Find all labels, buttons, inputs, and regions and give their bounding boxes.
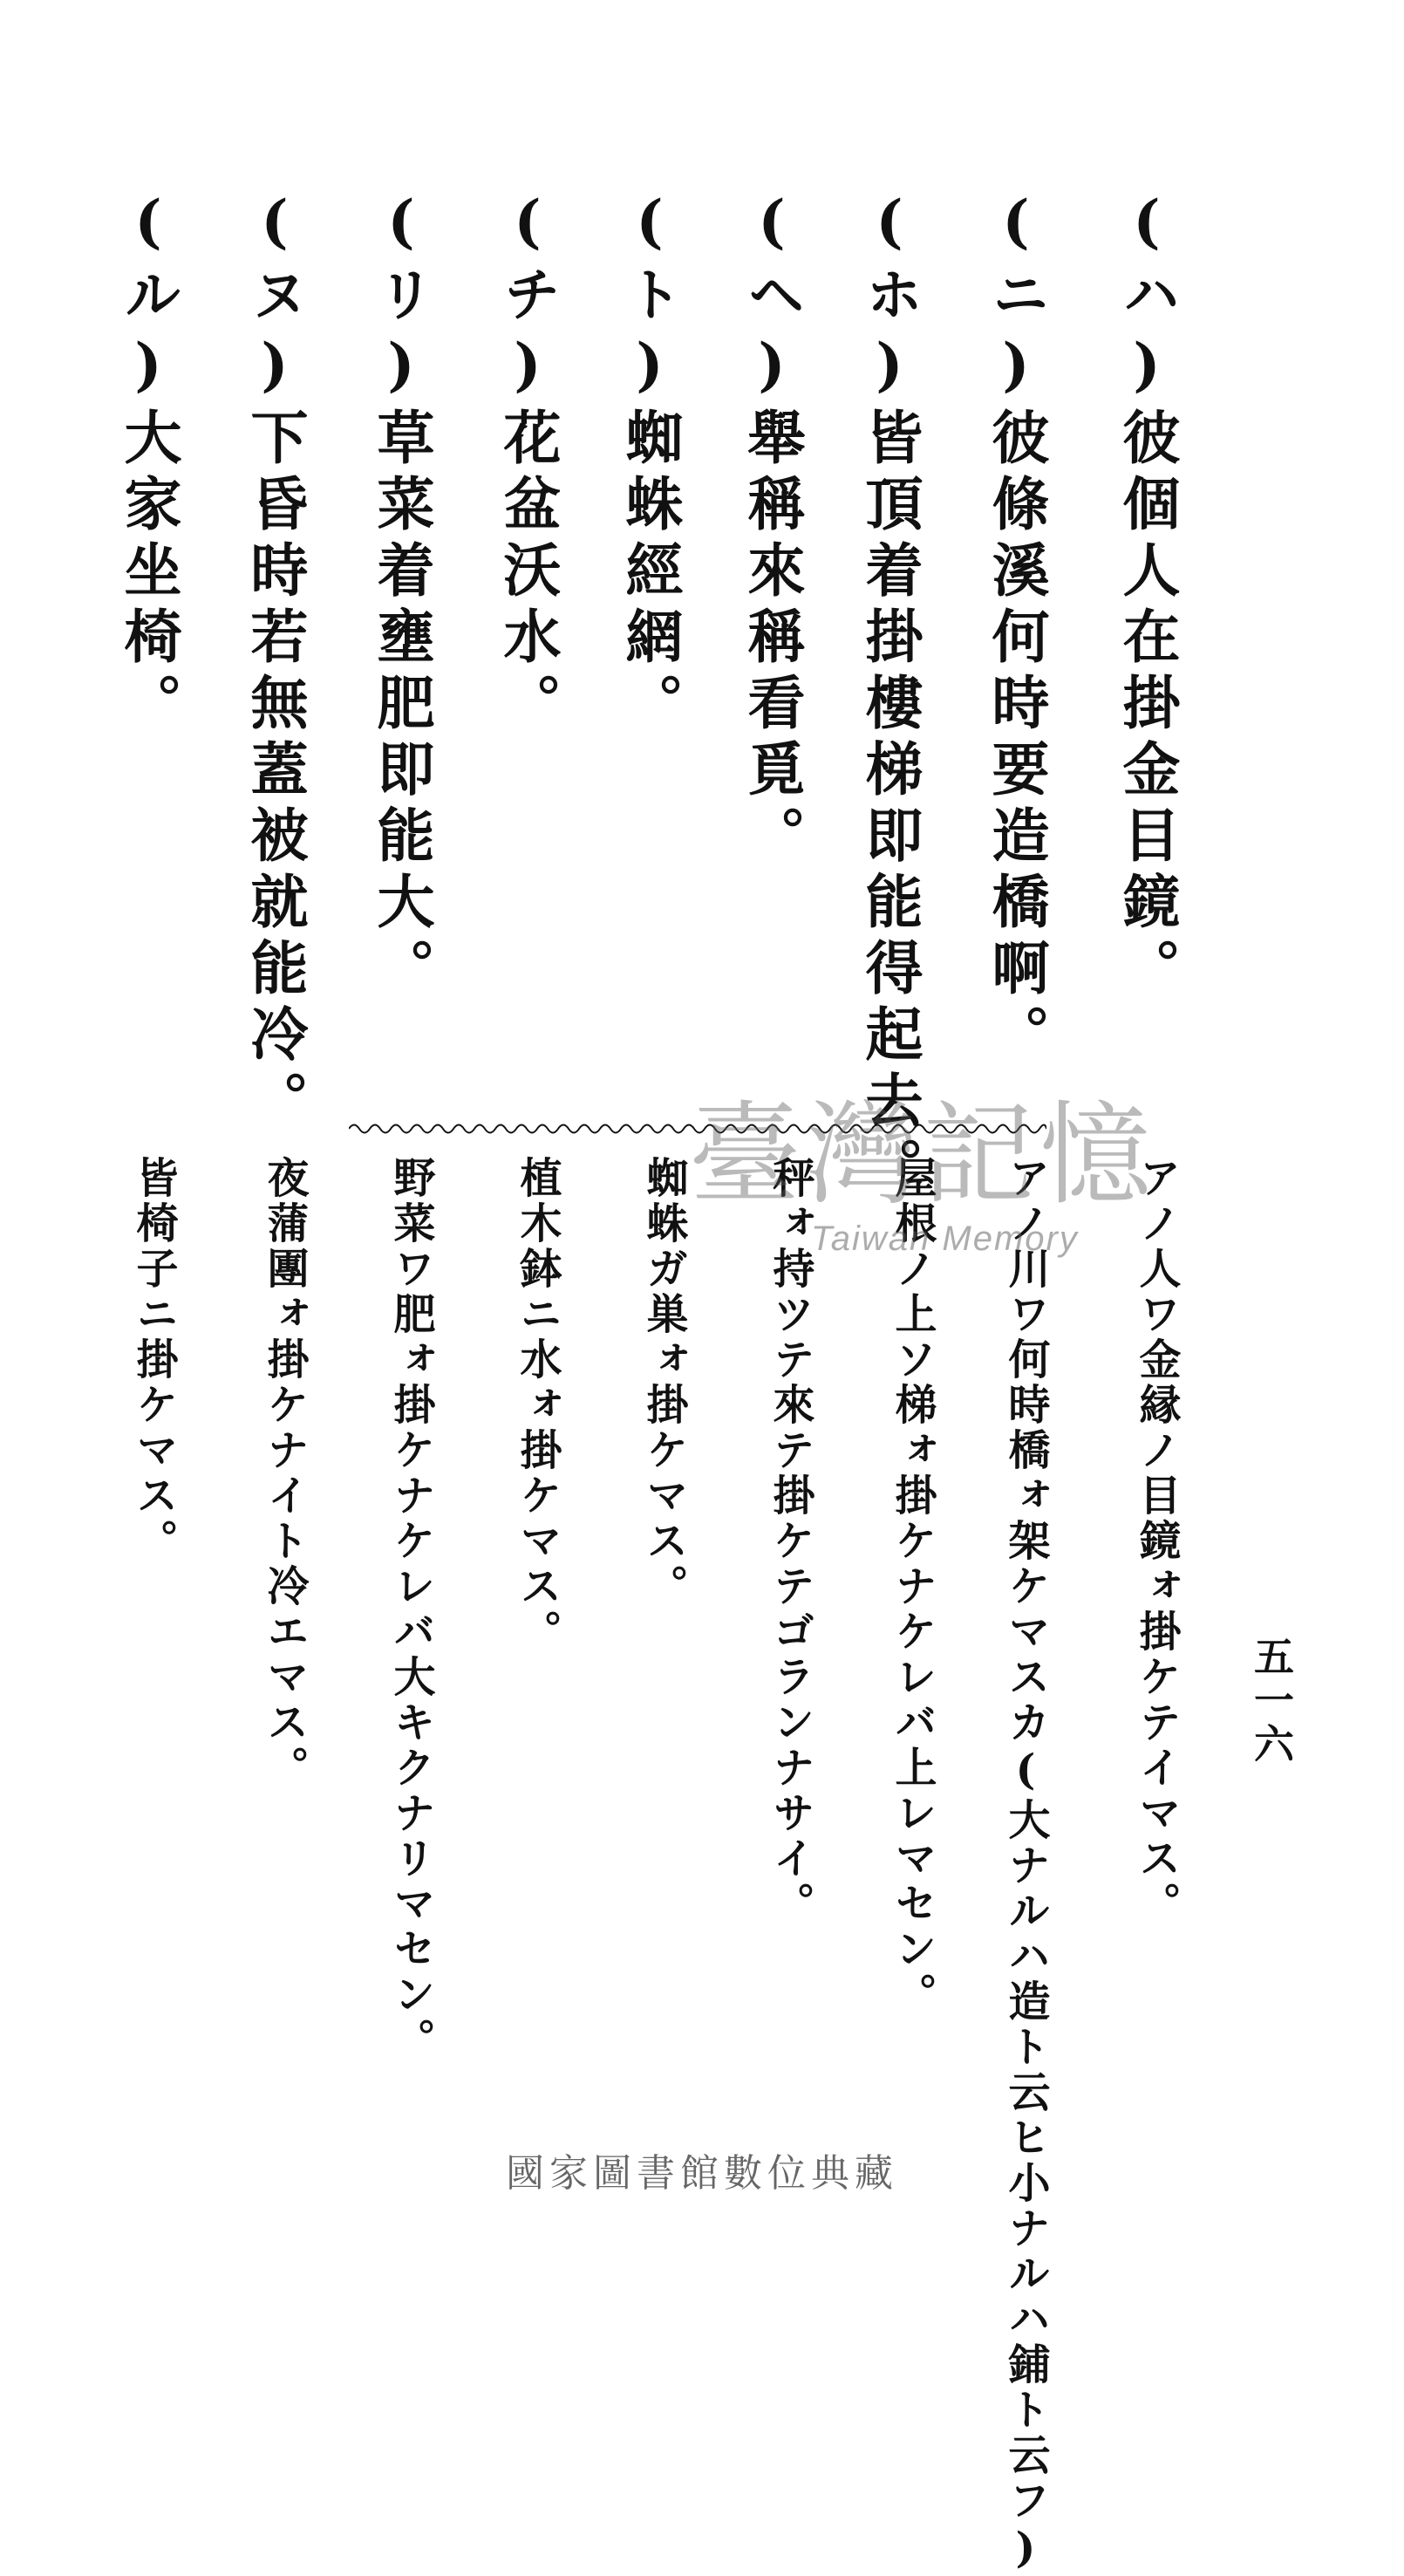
exercise-nu <box>241 188 309 1137</box>
translation-ha: アノ人ワ金縁ノ目鏡ォ掛ケテイマス。 <box>1132 1156 1181 1927</box>
exercise-label: (ニ) <box>982 188 1050 407</box>
exercise-ri <box>367 188 435 1004</box>
exercise-label: (ホ) <box>855 188 924 407</box>
exercise-label: (リ) <box>367 188 435 407</box>
wavy-divider <box>349 1119 1046 1138</box>
exercise-label: (ヌ) <box>241 188 309 407</box>
exercise-label: (ヘ) <box>738 188 806 407</box>
exercise-text: 彼條溪何時要造橋啊。 <box>982 407 1050 1070</box>
translation-ho: 屋根ノ上ソ梯ォ掛ケナケレバ上レマセン。 <box>888 1156 937 2018</box>
translation-ri: 野菜ワ肥ォ掛ケナケレバ大キクナリマセン。 <box>386 1156 435 2063</box>
watermark-cjk-text: 臺灣記憶 <box>689 1090 1157 1220</box>
exercise-text: 皆頂着掛樓梯即能得起去。 <box>855 407 924 1203</box>
exercise-text: 舉稱來稱看覓。 <box>738 407 806 871</box>
exercise-text: 蜘蛛經網。 <box>616 407 684 739</box>
exercise-label: (ハ) <box>1113 188 1181 407</box>
translation-ni: アノ川ワ何時橋ォ架ケマスカ(大ナルハ造ト云ヒ小ナルハ鋪ト云フ) <box>1001 1156 1050 2576</box>
translation-he: 秤ォ持ツテ來テ掛ケテゴランナサイ。 <box>766 1156 814 1927</box>
exercise-text: 大家坐椅。 <box>114 407 182 739</box>
watermark-english-text: Taiwan Memory <box>811 1220 1079 1258</box>
page-number: 五一六 <box>1248 1636 1295 1766</box>
translation-to: 蜘蛛ガ巣ォ掛ケマス。 <box>639 1156 688 1609</box>
translation-chi: 植木鉢ニ水ォ掛ケマス。 <box>513 1156 562 1655</box>
exercise-text: 彼個人在掛金目鏡。 <box>1113 407 1181 1004</box>
exercise-text: 草菜着壅肥即能大。 <box>367 407 435 1004</box>
footer-credit: 國家圖書館數位典藏 <box>506 2151 898 2196</box>
translation-ru: 皆椅子ニ掛ケマス。 <box>129 1156 178 1564</box>
exercise-he <box>738 188 806 871</box>
exercise-ho <box>855 188 924 1203</box>
exercise-text: 下昏時若無蓋被就能冷。 <box>241 407 309 1137</box>
exercise-label: (チ) <box>494 188 562 407</box>
exercise-ru <box>114 188 182 739</box>
exercise-ni <box>982 188 1050 1070</box>
translation-nu: 夜蒲團ォ掛ケナイト冷エマス。 <box>260 1156 309 1791</box>
exercise-to <box>616 188 684 739</box>
exercise-ha <box>1113 188 1181 1004</box>
exercise-text: 花盆沃水。 <box>494 407 562 739</box>
exercise-label: (ル) <box>114 188 182 407</box>
exercise-chi <box>494 188 562 739</box>
exercise-label: (ト) <box>616 188 684 407</box>
